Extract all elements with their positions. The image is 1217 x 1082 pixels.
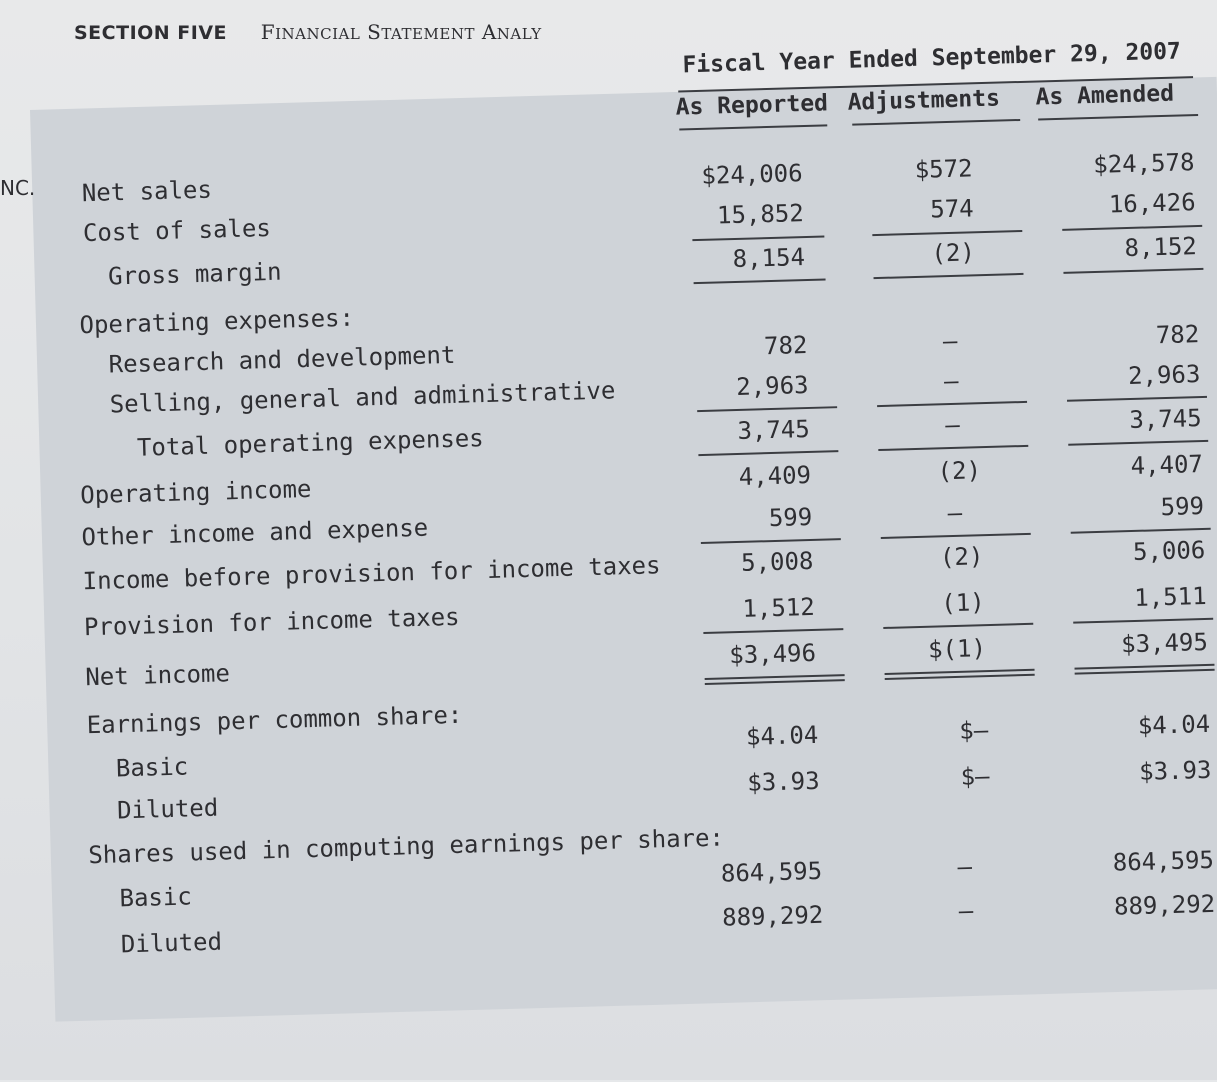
cell-operating-income-adjustment: (2)	[937, 456, 982, 486]
subtotal-rule	[1068, 440, 1208, 446]
row-label-income-before-taxes: Income before provision for income taxes	[82, 551, 661, 596]
cell-research-and-development-reported: 782	[763, 330, 808, 361]
row-label-eps-basic: Basic	[115, 752, 189, 783]
cell-other-income-and-expense-amended: 599	[1160, 491, 1205, 522]
subtotal-rule	[701, 538, 841, 544]
cell-net-income-amended: $3,495	[1120, 627, 1209, 659]
cell-net-income-reported: $3,496	[728, 638, 817, 670]
row-label-shares-diluted: Diluted	[120, 927, 223, 959]
row-label-operating-income: Operating income	[79, 474, 312, 510]
cell-net-sales-amended: $24,578	[1092, 148, 1195, 179]
section-title: FINANCIAL STATEMENT ANALY	[260, 20, 542, 44]
subtotal-rule	[883, 623, 1033, 629]
cell-shares-basic-amended: 864,595	[1112, 845, 1215, 877]
period-heading: Fiscal Year Ended September 29, 2007	[682, 38, 1182, 79]
cell-research-and-development-adjustment: —	[942, 326, 958, 356]
cell-other-income-and-expense-adjustment: —	[947, 498, 963, 528]
cell-income-before-taxes-adjustment: (2)	[939, 542, 984, 572]
cell-provision-for-income-taxes-adjustment: (1)	[940, 588, 986, 618]
cell-net-sales-reported: $24,006	[701, 159, 803, 190]
cell-total-operating-expenses-reported: 3,745	[737, 414, 811, 445]
cell-eps-basic-amended: $4.04	[1137, 709, 1211, 740]
cell-eps-diluted-amended: $3.93	[1138, 755, 1212, 786]
cell-gross-margin-reported: 8,154	[732, 243, 806, 274]
row-label-operating-expenses: Operating expenses:	[79, 303, 355, 340]
total-double-rule	[705, 674, 845, 685]
cell-operating-income-amended: 4,407	[1130, 450, 1204, 481]
column-header-rule-reported	[679, 124, 827, 130]
subtotal-rule	[881, 533, 1031, 539]
cell-operating-income-reported: 4,409	[738, 460, 812, 491]
cell-cost-of-sales-adjustment: 574	[929, 194, 975, 224]
cell-shares-diluted-adjustment: —	[958, 896, 974, 925]
subtotal-rule	[1067, 396, 1207, 402]
cell-eps-basic-reported: $4.04	[745, 720, 819, 751]
row-label-total-operating-expenses: Total operating expenses	[136, 424, 485, 462]
subtotal-rule	[1062, 225, 1202, 231]
subtotal-rule	[872, 230, 1022, 236]
subtotal-rule	[874, 273, 1024, 279]
subtotal-rule	[1063, 268, 1203, 274]
cell-income-before-taxes-amended: 5,006	[1132, 535, 1206, 566]
cell-selling-general-administrative-reported: 2,963	[735, 370, 809, 401]
row-label-net-sales: Net sales	[81, 175, 213, 208]
row-label-selling-general-administrative: Selling, general and administrative	[109, 376, 616, 419]
row-label-eps-diluted: Diluted	[116, 793, 219, 825]
cell-eps-diluted-reported: $3.93	[746, 766, 820, 797]
cell-research-and-development-amended: 782	[1155, 320, 1200, 350]
cell-shares-diluted-reported: 889,292	[721, 900, 824, 932]
column-header-rule-amended	[1038, 114, 1198, 120]
cell-gross-margin-amended: 8,152	[1124, 232, 1198, 263]
cell-cost-of-sales-reported: 15,852	[716, 199, 805, 230]
column-header-as-reported: As Reported	[675, 90, 829, 121]
subtotal-rule	[703, 628, 843, 634]
cell-gross-margin-adjustment: (2)	[931, 238, 976, 268]
row-label-provision-for-income-taxes: Provision for income taxes	[83, 602, 460, 642]
subtotal-rule	[1071, 528, 1211, 534]
subtotal-rule	[878, 445, 1028, 451]
cell-eps-diluted-adjustment: $—	[960, 762, 990, 791]
column-header-as-amended: As Amended	[1035, 80, 1175, 111]
subtotal-rule	[694, 278, 826, 284]
column-header-rule-adjustments	[852, 119, 1020, 126]
row-label-shares-used: Shares used in computing earnings per share:	[87, 823, 725, 870]
section-label: SECTION FIVE	[74, 22, 228, 44]
cell-shares-diluted-amended: 889,292	[1113, 889, 1216, 921]
cell-provision-for-income-taxes-amended: 1,511	[1133, 581, 1207, 612]
cell-net-sales-adjustment: $572	[914, 154, 973, 184]
row-label-shares-basic: Basic	[119, 882, 193, 913]
cell-selling-general-administrative-adjustment: —	[943, 366, 959, 396]
cell-net-income-adjustment: $(1)	[927, 634, 987, 664]
subtotal-rule	[1073, 618, 1213, 624]
cell-cost-of-sales-amended: 16,426	[1108, 188, 1196, 219]
subtotal-rule	[692, 235, 824, 241]
cell-eps-basic-adjustment: $—	[958, 716, 989, 745]
row-label-earnings-per-share: Earnings per common share:	[86, 700, 463, 740]
row-label-other-income-and-expense: Other income and expense	[81, 513, 429, 552]
row-label-gross-margin: Gross margin	[107, 257, 282, 291]
cell-income-before-taxes-reported: 5,008	[740, 546, 814, 577]
cell-provision-for-income-taxes-reported: 1,512	[742, 592, 816, 623]
row-label-net-income: Net income	[84, 659, 231, 692]
cell-total-operating-expenses-adjustment: —	[944, 410, 961, 440]
cell-shares-basic-adjustment: —	[957, 852, 973, 881]
total-double-rule	[1074, 664, 1214, 675]
cell-selling-general-administrative-amended: 2,963	[1127, 360, 1201, 391]
subtotal-rule	[697, 406, 837, 412]
total-double-rule	[885, 669, 1035, 680]
subtotal-rule	[698, 450, 838, 456]
cell-shares-basic-reported: 864,595	[720, 856, 823, 888]
cell-total-operating-expenses-amended: 3,745	[1128, 404, 1202, 435]
column-header-adjustments: Adjustments	[847, 85, 1001, 116]
side-margin-text: NC.	[0, 176, 36, 200]
subtotal-rule	[877, 401, 1027, 407]
row-label-research-and-development: Research and development	[108, 340, 456, 379]
cell-other-income-and-expense-reported: 599	[768, 502, 813, 533]
row-label-cost-of-sales: Cost of sales	[82, 213, 272, 248]
